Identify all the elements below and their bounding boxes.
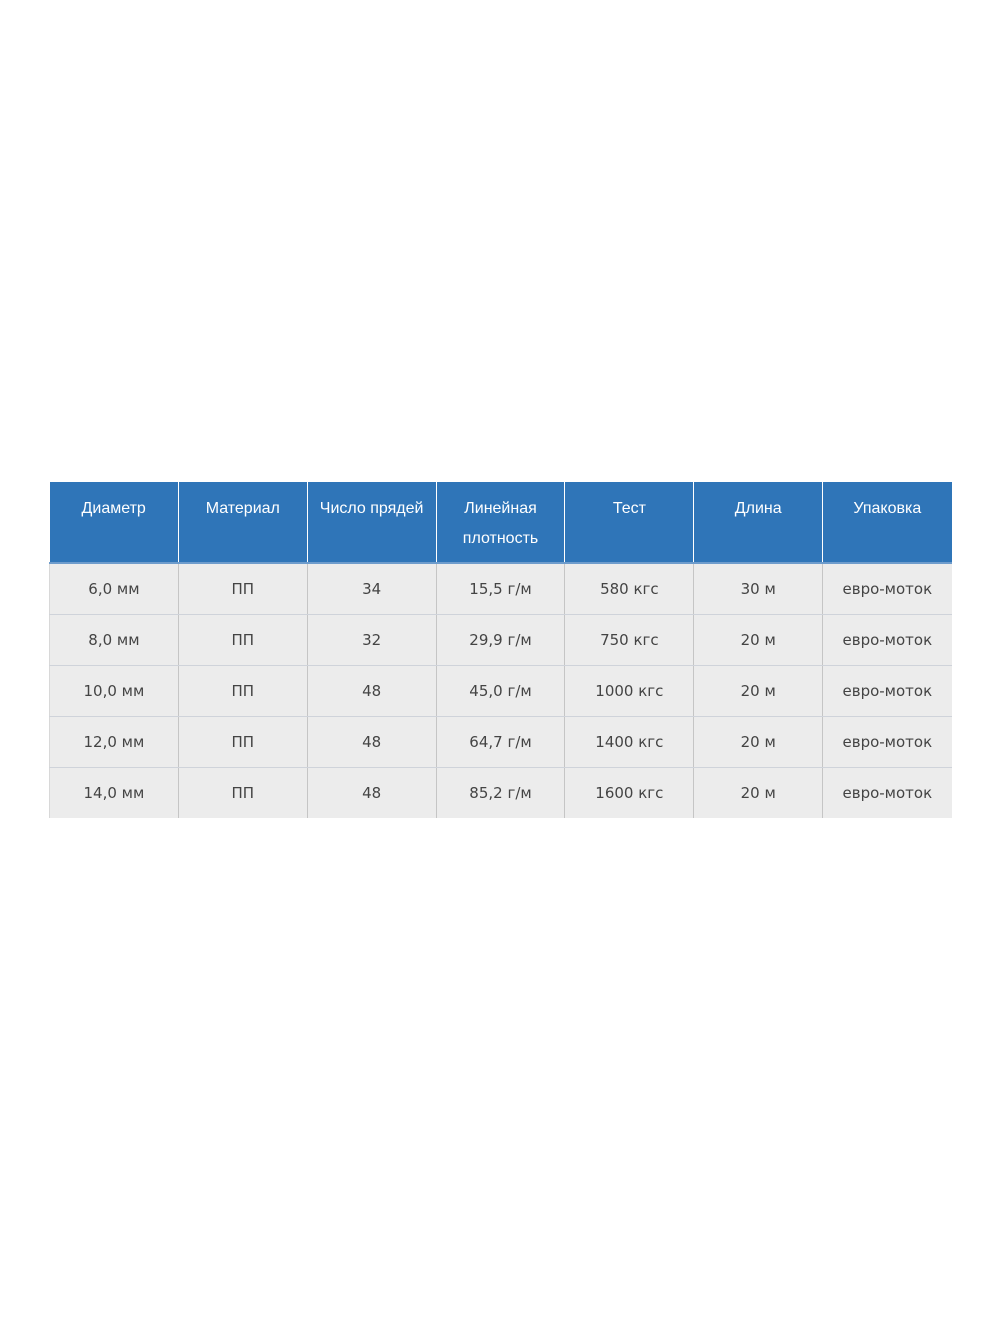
cell-material: ПП [178,563,307,614]
header-linear-density: Линейная плотность [436,482,565,563]
cell-diameter: 6,0 мм [50,563,179,614]
table-header [50,482,952,563]
cell-test: 580 кгс [565,563,694,614]
cell-linear-density: 29,9 г/м [436,614,565,665]
header-test: Тест [565,482,694,563]
header-length: Длина [694,482,823,563]
cell-test: 1000 кгс [565,665,694,716]
cell-material: ПП [178,614,307,665]
table-row [50,614,952,665]
cell-packaging: евро-моток [823,716,952,767]
header-material: Материал [178,482,307,563]
spec-table [49,482,952,818]
cell-diameter: 12,0 мм [50,716,179,767]
cell-packaging: евро-моток [823,767,952,818]
cell-diameter: 10,0 мм [50,665,179,716]
table-row [50,767,952,818]
cell-linear-density: 15,5 г/м [436,563,565,614]
table-row [50,716,952,767]
cell-material: ПП [178,767,307,818]
cell-test: 1400 кгс [565,716,694,767]
cell-linear-density: 64,7 г/м [436,716,565,767]
cell-linear-density: 45,0 г/м [436,665,565,716]
cell-diameter: 8,0 мм [50,614,179,665]
header-packaging: Упаковка [823,482,952,563]
cell-packaging: евро-моток [823,563,952,614]
table-row [50,665,952,716]
cell-packaging: евро-моток [823,665,952,716]
cell-strands: 32 [307,614,436,665]
cell-linear-density: 85,2 г/м [436,767,565,818]
cell-strands: 34 [307,563,436,614]
cell-strands: 48 [307,767,436,818]
cell-material: ПП [178,665,307,716]
cell-length: 20 м [694,767,823,818]
header-strands: Число прядей [307,482,436,563]
cell-strands: 48 [307,716,436,767]
cell-material: ПП [178,716,307,767]
table-body [50,563,952,818]
header-diameter: Диаметр [50,482,179,563]
cell-test: 750 кгс [565,614,694,665]
cell-length: 20 м [694,665,823,716]
cell-length: 20 м [694,716,823,767]
header-row [50,482,952,563]
cell-test: 1600 кгс [565,767,694,818]
cell-length: 20 м [694,614,823,665]
cell-packaging: евро-моток [823,614,952,665]
cell-length: 30 м [694,563,823,614]
cell-strands: 48 [307,665,436,716]
table-row [50,563,952,614]
cell-diameter: 14,0 мм [50,767,179,818]
